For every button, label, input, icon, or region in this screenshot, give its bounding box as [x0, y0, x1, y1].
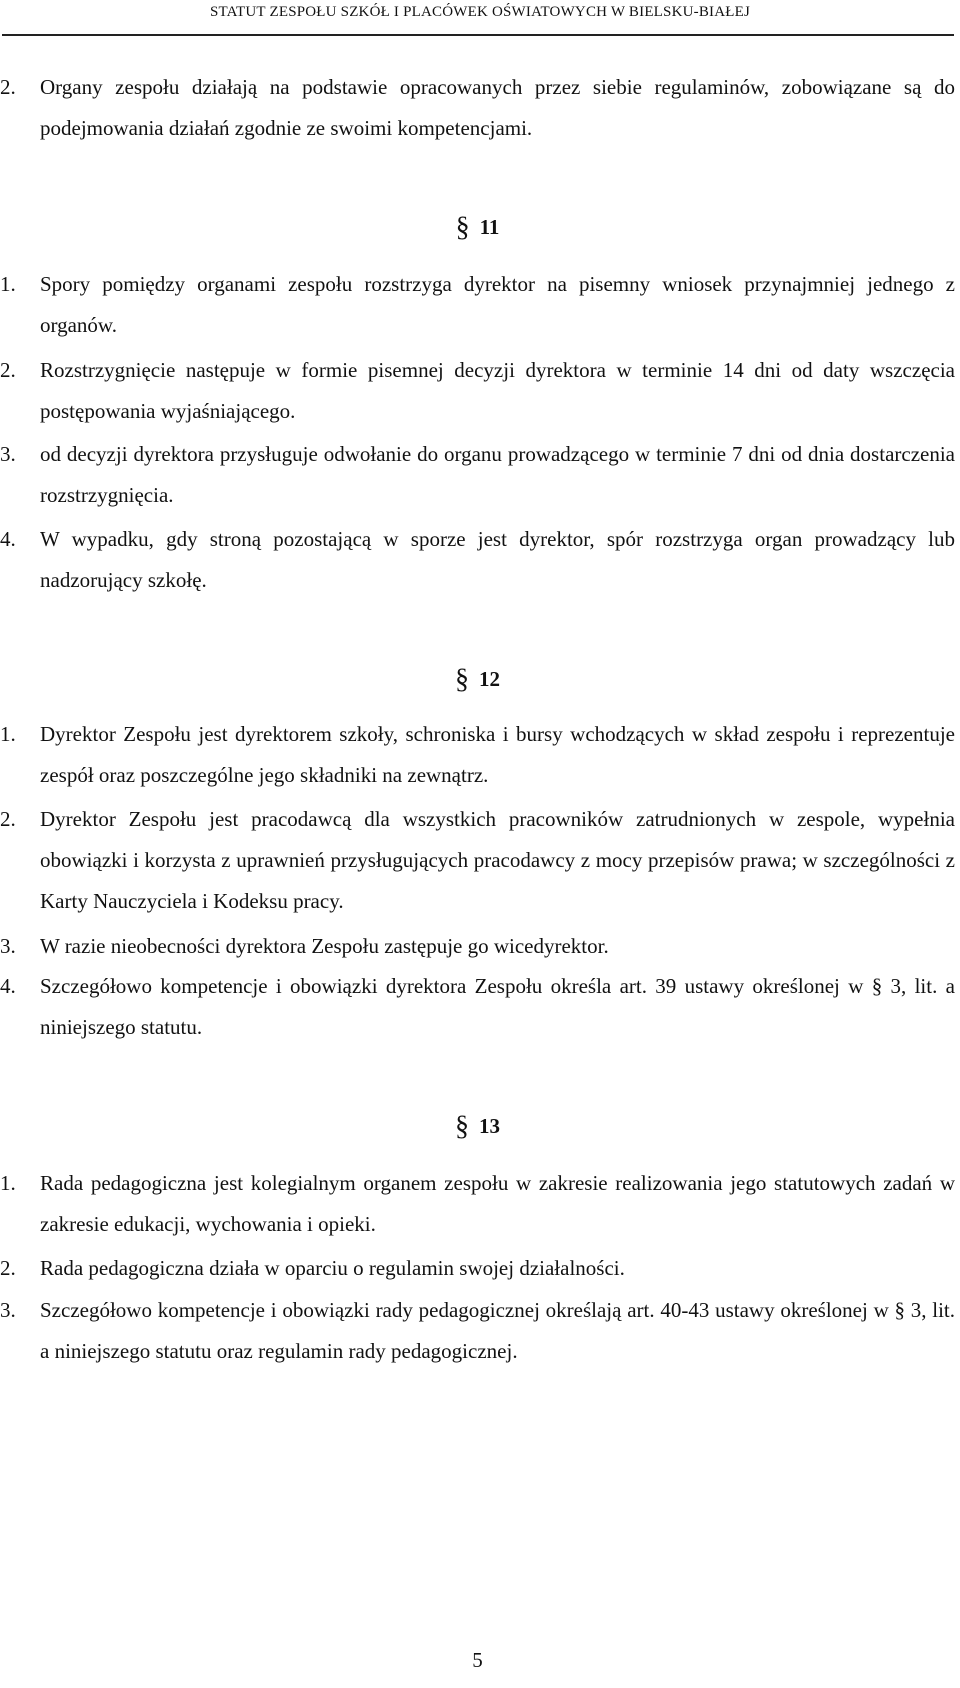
- list-item: [0, 1248, 955, 1289]
- item-text: W razie nieobecności dyrektora Zespołu zastępuje go wicedyrektor.: [40, 934, 609, 958]
- item-text: Szczegółowo kompetencje i obowiązki dyrektora Zespołu określa art. 39 ustawy określonej w § 3, lit. a niniejszego statutu.: [40, 974, 955, 1039]
- section-number: 13: [479, 1114, 500, 1138]
- section-heading-12: [0, 659, 955, 700]
- section-number: 12: [479, 667, 500, 691]
- section-number: 11: [479, 215, 500, 239]
- item-text: Organy zespołu działają na podstawie opracowanych przez siebie regulaminów, zobowiązane są do podejmowania działań zgodnie ze swoimi kompetencjami.: [40, 75, 955, 140]
- item-number: 1.: [0, 1171, 16, 1195]
- item-text: Dyrektor Zespołu jest pracodawcą dla wszystkich pracowników zatrudnionych w zespole, wypełnia obowiązki i korzysta z uprawnień przysługujących pracodawcy z mocy przepisów prawa; w szczególności z Karty Nauczyciela i Kodeksu pracy.: [40, 807, 955, 913]
- item-number: 2.: [0, 1256, 16, 1280]
- list-item: [0, 350, 955, 432]
- item-number: 4.: [0, 974, 16, 998]
- item-text: Spory pomiędzy organami zespołu rozstrzyga dyrektor na pisemny wniosek przynajmniej jednego z organów.: [40, 272, 955, 337]
- item-number: 3.: [0, 1298, 16, 1322]
- list-item: [0, 67, 955, 149]
- page-header: STATUT ZESPOŁU SZKÓŁ I PLACÓWEK OŚWIATOWYCH W BIELSKU-BIAŁEJ: [209, 4, 751, 20]
- section-sign: §: [455, 664, 469, 695]
- item-number: 2.: [0, 358, 16, 382]
- list-item: [0, 519, 955, 601]
- item-number: 1.: [0, 272, 16, 296]
- list-item: [0, 264, 955, 346]
- item-text: Rada pedagogiczna działa w oparciu o regulamin swojej działalności.: [40, 1256, 625, 1280]
- item-number: 2.: [0, 807, 16, 831]
- section-heading-11: [0, 207, 955, 248]
- section-sign: §: [455, 1111, 469, 1142]
- item-text: Rozstrzygnięcie następuje w formie pisemnej decyzji dyrektora w terminie 14 dni od daty wszczęcia postępowania wyjaśniającego.: [40, 358, 955, 423]
- item-text: W wypadku, gdy stroną pozostającą w sporze jest dyrektor, spór rozstrzyga organ prowadzący lub nadzorujący szkołę.: [40, 527, 955, 592]
- header-divider: [2, 34, 954, 36]
- list-item: [0, 434, 955, 516]
- item-number: 1.: [0, 722, 16, 746]
- section-heading-13: [0, 1106, 955, 1147]
- list-item: [0, 714, 955, 796]
- item-number: 3.: [0, 934, 16, 958]
- list-item: [0, 1290, 955, 1372]
- item-number: 3.: [0, 442, 16, 466]
- item-text: Rada pedagogiczna jest kolegialnym organem zespołu w zakresie realizowania jego statutowych zadań w zakresie edukacji, wychowania i opieki.: [40, 1171, 955, 1236]
- item-number: 4.: [0, 527, 16, 551]
- item-text: Dyrektor Zespołu jest dyrektorem szkoły, schroniska i bursy wchodzących w skład zespołu i reprezentuje zespół oraz poszczególne jego składniki na zewnątrz.: [40, 722, 955, 787]
- item-text: Szczegółowo kompetencje i obowiązki rady pedagogicznej określają art. 40-43 ustawy określonej w § 3, lit. a niniejszego statutu oraz regulamin rady pedagogicznej.: [40, 1298, 955, 1363]
- list-item: [0, 1163, 955, 1245]
- list-item: [0, 966, 955, 1048]
- page-number: 5: [472, 1648, 483, 1672]
- list-item: [0, 926, 955, 967]
- item-number: 2.: [0, 75, 16, 99]
- section-sign: §: [455, 212, 470, 243]
- item-text: od decyzji dyrektora przysługuje odwołanie do organu prowadzącego w terminie 7 dni od dnia dostarczenia rozstrzygnięcia.: [40, 442, 955, 507]
- list-item: [0, 799, 955, 922]
